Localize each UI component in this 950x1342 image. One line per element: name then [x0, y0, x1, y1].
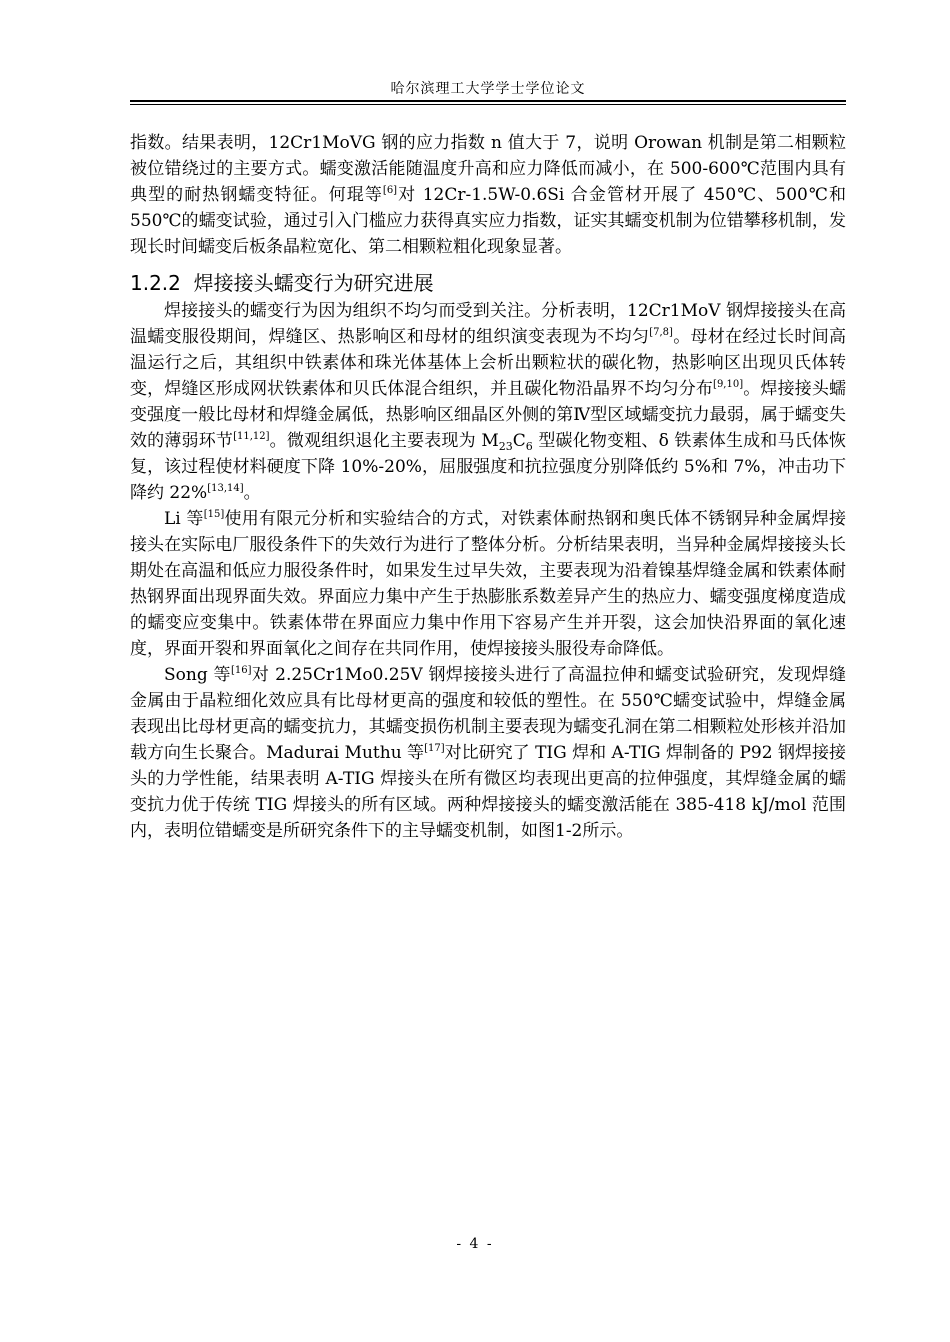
page-body [130, 130, 846, 844]
running-header: 哈尔滨理工大学学士学位论文 [390, 81, 586, 97]
header-rule-thin [130, 104, 846, 105]
paragraph-3: Li 等[15]使用有限元分析和实验结合的方式，对铁素体耐热钢和奥氏体不锈钢异种金属焊接接头在实际电厂服役条件下的失效行为进行了整体分析。分析结果表明，当异种金属焊接接头长期处在高温和低应力服役条件时，如果发生过早失效，主要表现为沿着镍基焊缝金属和铁素体耐热钢界面出现界面失效。界面应力集中产生于热膨胀系数差异产生的热应力、蠕变强度梯度造成的蠕变应变集中。铁素体带在界面应力集中作用下容易产生并开裂，这会加快沿界面的氧化速度，界面开裂和界面氧化之间存在共同作用，使焊接接头服役寿命降低。 [130, 509, 847, 659]
paragraph-2: 焊接接头的蠕变行为因为组织不均匀而受到关注。分析表明，12Cr1MoV 钢焊接接头在高温蠕变服役期间，焊缝区、热影响区和母材的组织演变表现为不均匀[7,8]。母材在经过长时间高温运行之后，其组织中铁素体和珠光体基体上会析出颗粒状的碳化物，热影响区出现贝氏体转变，焊缝区形成网状铁素体和贝氏体混合组织，并且碳化物沿晶界不均匀分布[9,10]。焊接接头蠕变强度一般比母材和焊缝金属低，热影响区细晶区外侧的第Ⅳ型区域蠕变抗力最弱，属于蠕变失效的薄弱环节[11,12]。微观组织退化主要表现为 $M_{23}C_6$ 型碳化物变粗、δ 铁素体生成和马氏体恢复，该过程使材料硬度下降 10%-20%，屈服强度和抗拉强度分别降低约 5%和 7%，冲击功下降约 22%[13,14]。 [130, 301, 847, 503]
section-heading [130, 268, 846, 298]
section-title: 焊接接头蠕变行为研究进展 [193, 271, 434, 295]
paragraph-1: 指数。结果表明，12Cr1MoVG 钢的应力指数 n 值大于 7，说明 Orowan 机制是第二相颗粒被位错绕过的主要方式。蠕变激活能随温度升高和应力降低而减小，在 500-600℃范围内具有典型的耐热钢蠕变特征。何琨等[6]对 12Cr-1.5W-0.6Si 合金管材开展了 450℃、500℃和 550℃的蠕变试验，通过引入门槛应力获得真实应力指数，证实其蠕变机制为位错攀移机制，发现长时间蠕变后板条晶粒宽化、第二相颗粒粗化现象显著。 [130, 133, 846, 257]
header-rule-thick [130, 100, 846, 102]
page-number: - 4 - [456, 1236, 494, 1252]
paragraph-4: Song 等[16]对 2.25Cr1Mo0.25V 钢焊接接头进行了高温拉伸和蠕变试验研究，发现焊缝金属由于晶粒细化效应具有比母材更高的强度和较低的塑性。在 550℃蠕变试验中，焊缝金属表现出比母材更高的蠕变抗力，其蠕变损伤机制主要表现为蠕变孔洞在第二相颗粒处形核并沿加载方向生长聚合。Madurai Muthu 等[17]对比研究了 TIG 焊和 A-TIG 焊制备的 P92 钢焊接接头的力学性能，结果表明 A-TIG 焊接头在所有微区均表现出更高的拉伸强度，其焊缝金属的蠕变抗力优于传统 TIG 焊接头的所有区域。两种焊接接头的蠕变激活能在 385-418 kJ/mol 范围内，表明位错蠕变是所研究条件下的主导蠕变机制，如图1-2所示。 [130, 665, 846, 841]
section-number: 1.2.2 [130, 271, 181, 295]
